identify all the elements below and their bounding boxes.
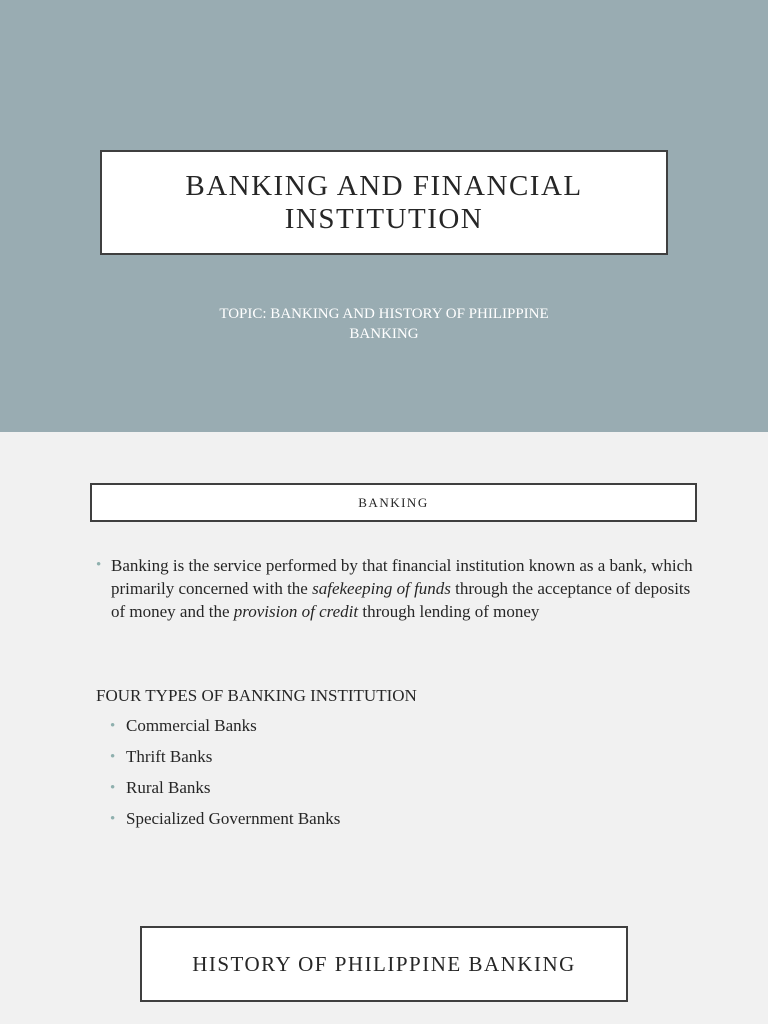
bullet-icon: •: [110, 811, 116, 827]
list-item: [110, 808, 340, 839]
banking-heading: BANKING: [358, 494, 429, 510]
list-item-label: Rural Banks: [126, 778, 211, 797]
types-heading: FOUR TYPES OF BANKING INSTITUTION: [96, 686, 417, 705]
list-item-label: Commercial Banks: [126, 716, 257, 735]
definition-paragraph: [96, 554, 696, 623]
list-item-label: Thrift Banks: [126, 747, 213, 766]
slide-subtitle: [184, 304, 584, 344]
bullet-icon: •: [110, 718, 116, 734]
definition-emphasis-1: safekeeping of funds: [312, 579, 451, 598]
list-item: [110, 746, 340, 777]
bullet-icon: •: [110, 749, 116, 765]
list-item: [110, 715, 340, 746]
definition-text-3: through lending of money: [358, 602, 540, 621]
definition-emphasis-2: provision of credit: [233, 602, 359, 621]
title-box: [100, 150, 668, 255]
definition-block: [96, 554, 696, 623]
slide-title: BANKING AND FINANCIAL INSTITUTION: [185, 169, 583, 235]
title-slide: [0, 0, 768, 432]
types-list: [110, 715, 340, 839]
subtitle-line-1: TOPIC: BANKING AND HISTORY OF PHILIPPINE: [219, 306, 549, 322]
list-item: [110, 777, 340, 808]
history-heading-box: [140, 926, 628, 1002]
list-item-label: Specialized Government Banks: [126, 809, 341, 828]
banking-heading-box: [90, 483, 697, 522]
definition-text-1: Banking is the service performed by that financial institution known as a bank, which primarily concerned with the: [111, 556, 693, 598]
banking-slide: [0, 432, 768, 1024]
bullet-icon: •: [96, 557, 102, 573]
subtitle-line-2: BANKING: [349, 326, 419, 342]
bullet-icon: •: [110, 780, 116, 796]
definition-text-2: through the acceptance of deposits of money and the: [111, 579, 691, 621]
history-heading: HISTORY OF PHILIPPINE BANKING: [192, 951, 576, 976]
